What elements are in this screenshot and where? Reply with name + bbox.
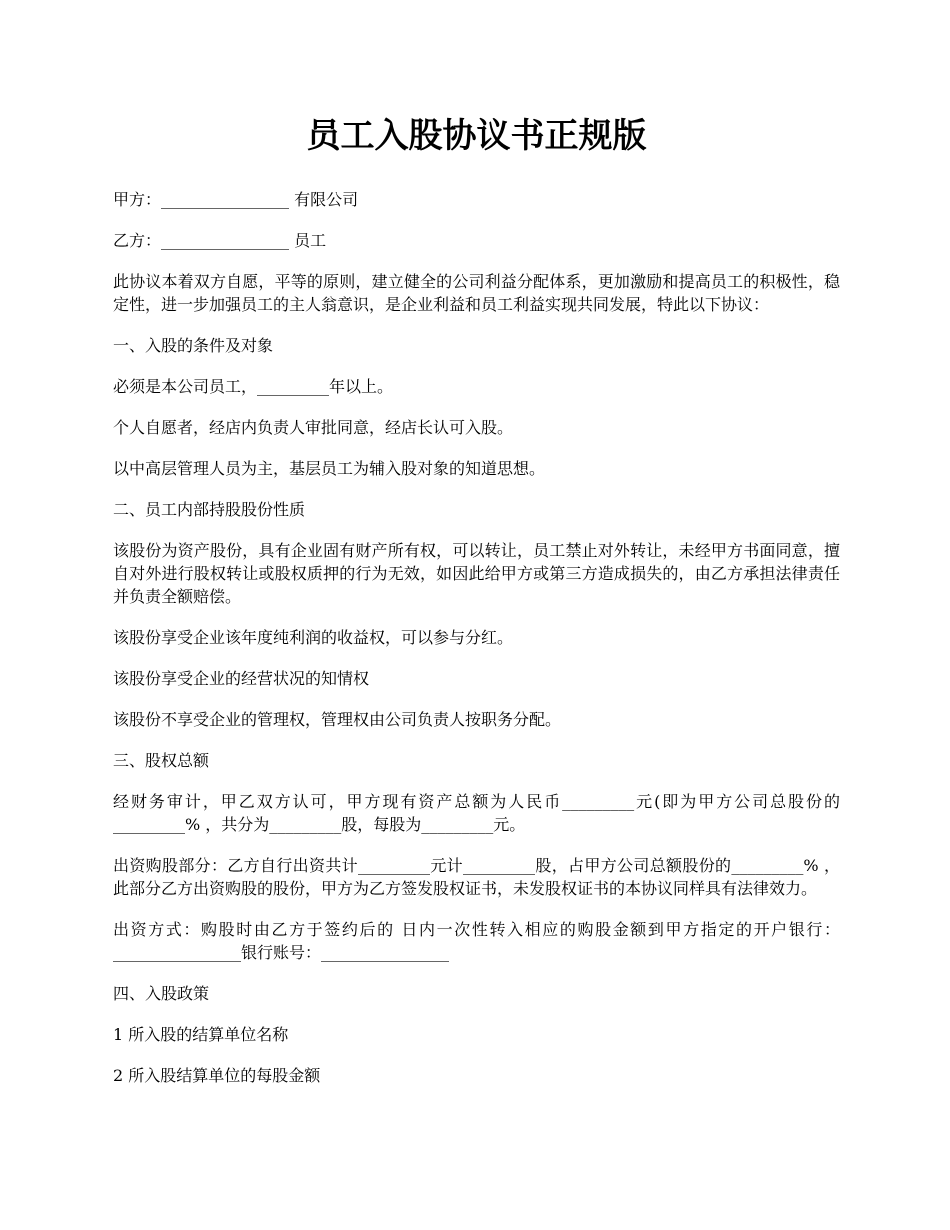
clause-paragraph: 个人自愿者，经店内负责人审批同意，经店长认可入股。 [113,418,514,437]
clause-paragraph: 该股份不享受企业的管理权，管理权由公司负责人按职务分配。 [113,710,562,729]
document-title: 员工入股协议书正规版 [306,116,647,156]
clause-paragraph: 该股份享受企业该年度纯利润的收益权，可以参与分红。 [113,628,514,647]
clause-paragraph: 2 所入股结算单位的每股金额 [113,1066,321,1085]
preamble-paragraph: 此协议本着双方自愿，平等的原则，建立健全的公司利益分配体系，更加激励和提高员工的积极性，稳定性，进一步加强员工的主人翁意识，是企业利益和员工利益实现共同发展，特此以下协议： [113,272,840,314]
clause-paragraph: 出资购股部分：乙方自行出资共计_________元计_________股，占甲方公司总额股份的_________% ，此部分乙方出资购股的股份，甲方为乙方签发股权证书，未发股权证书的本协议同样具有法律效力。 [113,856,840,898]
clause-paragraph: 经财务审计，甲乙双方认可，甲方现有资产总额为人民币_________元(即为甲方公司总股份的 _________% ，共分为_________股，每股为_________元。 [113,792,840,834]
section-heading-1: 一、入股的条件及对象 [113,336,274,355]
clause-paragraph: 以中高层管理人员为主，基层员工为辅入股对象的知道思想。 [113,459,546,478]
party-a-line: 甲方：________________ 有限公司 [113,190,359,209]
section-heading-4: 四、入股政策 [113,984,210,1003]
clause-paragraph: 该股份为资产股份，具有企业固有财产所有权，可以转让，员工禁止对外转让，未经甲方书面同意，擅自对外进行股权转让或股权质押的行为无效，如因此给甲方或第三方造成损失的，由乙方承担法律责任并负责全额赔偿。 [113,541,840,606]
clause-paragraph: 出资方式：购股时由乙方于签约后的 日内一次性转入相应的购股金额到甲方指定的开户银行：________________银行账号：________________ [113,920,840,962]
party-b-line: 乙方：________________ 员工 [113,231,327,250]
clause-paragraph: 1 所入股的结算单位名称 [113,1025,289,1044]
clause-paragraph: 必须是本公司员工，_________年以上。 [113,377,394,396]
clause-paragraph: 该股份享受企业的经营状况的知情权 [113,669,370,688]
section-heading-2: 二、员工内部持股股份性质 [113,500,306,519]
section-heading-3: 三、股权总额 [113,751,210,770]
